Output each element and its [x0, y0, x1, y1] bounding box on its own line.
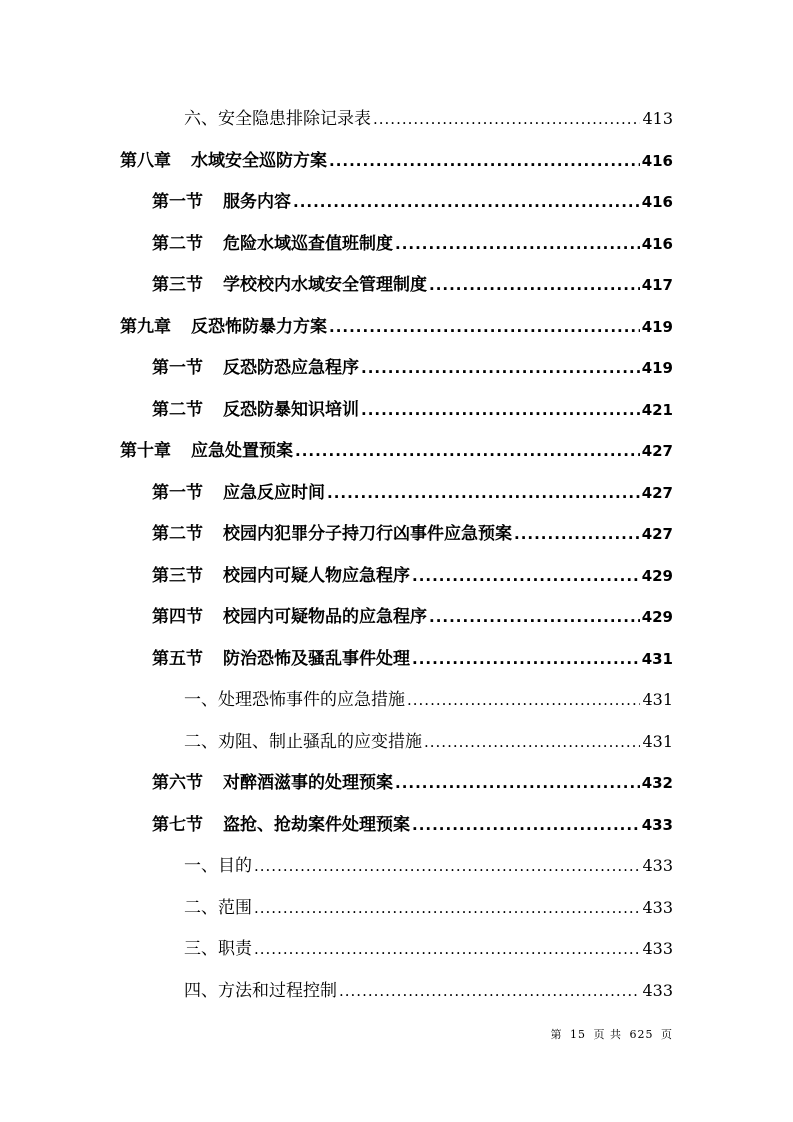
toc-entry-label: 第三节 — [152, 565, 203, 586]
toc-entry-title — [184, 685, 405, 710]
toc-entry-text: 防治恐怖及骚乱事件处理 — [223, 648, 410, 669]
toc-entry-page-number: 417 — [641, 276, 673, 295]
toc-entry-title — [152, 602, 427, 627]
toc-entry-title — [152, 187, 291, 212]
toc-entry-title — [184, 976, 337, 1001]
toc-entry-title — [120, 436, 293, 461]
toc-entry-label: 第二节 — [152, 233, 203, 254]
toc-entry-page-number: 429 — [641, 608, 673, 627]
toc-dot-leader — [373, 110, 640, 128]
footer-total-pages: 625 — [629, 1028, 654, 1041]
toc-entry-text: 六、安全隐患排除记录表 — [184, 109, 371, 130]
footer-middle: 页 共 — [593, 1028, 622, 1041]
toc-entry-section[interactable] — [0, 636, 793, 678]
toc-entry-page-number: 432 — [641, 774, 673, 793]
toc-entry-section[interactable] — [0, 262, 793, 304]
toc-entry-text: 校园内可疑人物应急程序 — [223, 565, 410, 586]
toc-entry-page-number: 431 — [641, 649, 673, 668]
toc-entry-page-number: 433 — [641, 815, 673, 834]
toc-entry-section[interactable] — [0, 387, 793, 429]
toc-entry-title — [152, 353, 359, 378]
toc-entry-page-number: 419 — [641, 359, 673, 378]
toc-entry-title — [152, 810, 410, 835]
toc-entry-label: 第七节 — [152, 814, 203, 835]
toc-entry-text: 应急反应时间 — [223, 482, 325, 503]
toc-entry-page-number: 413 — [642, 109, 673, 129]
toc-entry-title — [120, 146, 327, 171]
toc-entry-label: 第二节 — [152, 399, 203, 420]
toc-entry-page-number: 431 — [642, 731, 673, 751]
toc-entry-title — [184, 893, 252, 918]
toc-entry-item[interactable] — [0, 719, 793, 761]
toc-entry-text: 反恐怖防暴力方案 — [191, 316, 327, 337]
toc-entry-label: 第八章 — [120, 150, 171, 171]
toc-entry-text: 一、目的 — [184, 856, 252, 877]
toc-entry-label: 第九章 — [120, 316, 171, 337]
toc-entry-page-number: 433 — [642, 980, 673, 1000]
toc-dot-leader — [295, 442, 640, 460]
toc-entry-title — [152, 519, 512, 544]
toc-dot-leader — [293, 193, 640, 211]
toc-entry-page-number: 431 — [642, 690, 673, 710]
toc-entry-text: 反恐防暴知识培训 — [223, 399, 359, 420]
toc-entry-page-number: 421 — [641, 400, 673, 419]
toc-entry-title — [184, 727, 422, 752]
toc-entry-section[interactable] — [0, 594, 793, 636]
toc-entry-label: 第一节 — [152, 192, 203, 213]
toc-entry-title — [152, 270, 427, 295]
toc-dot-leader — [329, 152, 640, 170]
table-of-contents — [0, 96, 793, 1009]
toc-entry-label: 第十章 — [120, 441, 171, 462]
toc-entry-title — [152, 229, 393, 254]
footer-suffix: 页 — [661, 1028, 673, 1041]
toc-dot-leader — [407, 691, 640, 709]
toc-dot-leader — [412, 650, 640, 668]
toc-entry-title — [152, 561, 410, 586]
toc-entry-page-number: 427 — [641, 442, 673, 461]
toc-entry-section[interactable] — [0, 221, 793, 263]
toc-entry-label: 第六节 — [152, 773, 203, 794]
toc-entry-title — [152, 644, 410, 669]
toc-entry-text: 校园内可疑物品的应急程序 — [223, 607, 427, 628]
toc-entry-item[interactable] — [0, 843, 793, 885]
footer-current-page: 15 — [570, 1028, 586, 1041]
toc-entry-text: 二、劝阻、制止骚乱的应变措施 — [184, 731, 422, 752]
toc-dot-leader — [329, 318, 640, 336]
toc-entry-chapter[interactable] — [0, 428, 793, 470]
toc-entry-item[interactable] — [0, 968, 793, 1010]
toc-entry-title — [184, 934, 252, 959]
toc-dot-leader — [429, 276, 640, 294]
toc-entry-item[interactable] — [0, 96, 793, 138]
toc-entry-page-number: 427 — [641, 483, 673, 502]
toc-entry-title — [120, 312, 327, 337]
toc-entry-text: 反恐防恐应急程序 — [223, 358, 359, 379]
toc-dot-leader — [361, 359, 640, 377]
toc-entry-page-number: 433 — [642, 856, 673, 876]
toc-entry-title — [152, 478, 325, 503]
toc-entry-item[interactable] — [0, 926, 793, 968]
toc-entry-title — [184, 104, 371, 129]
toc-entry-text: 应急处置预案 — [191, 441, 293, 462]
toc-entry-label: 第四节 — [152, 607, 203, 628]
toc-dot-leader — [514, 525, 640, 543]
page-footer — [0, 1026, 673, 1042]
toc-dot-leader — [424, 733, 640, 751]
toc-entry-section[interactable] — [0, 470, 793, 512]
toc-entry-section[interactable] — [0, 553, 793, 595]
toc-entry-page-number: 433 — [642, 897, 673, 917]
toc-entry-title — [152, 768, 393, 793]
toc-entry-label: 第五节 — [152, 648, 203, 669]
toc-dot-leader — [254, 940, 640, 958]
footer-prefix: 第 — [550, 1028, 563, 1041]
toc-entry-page-number: 433 — [642, 939, 673, 959]
toc-entry-label: 第二节 — [152, 524, 203, 545]
toc-entry-page-number: 419 — [641, 317, 673, 336]
toc-entry-text: 二、范围 — [184, 897, 252, 918]
toc-dot-leader — [254, 899, 640, 917]
toc-entry-page-number: 427 — [641, 525, 673, 544]
toc-entry-section[interactable] — [0, 345, 793, 387]
toc-entry-chapter[interactable] — [0, 138, 793, 180]
toc-entry-page-number: 416 — [641, 193, 673, 212]
toc-dot-leader — [412, 816, 640, 834]
toc-entry-text: 校园内犯罪分子持刀行凶事件应急预案 — [223, 524, 512, 545]
toc-entry-item[interactable] — [0, 677, 793, 719]
toc-dot-leader — [429, 608, 640, 626]
toc-entry-text: 危险水域巡查值班制度 — [223, 233, 393, 254]
toc-entry-section[interactable] — [0, 511, 793, 553]
toc-dot-leader — [412, 567, 640, 585]
toc-entry-page-number: 429 — [641, 566, 673, 585]
toc-entry-title — [152, 395, 359, 420]
toc-entry-text: 一、处理恐怖事件的应急措施 — [184, 690, 405, 711]
toc-entry-label: 第三节 — [152, 275, 203, 296]
toc-entry-text: 水域安全巡防方案 — [191, 150, 327, 171]
toc-entry-item[interactable] — [0, 885, 793, 927]
toc-entry-page-number: 416 — [641, 234, 673, 253]
toc-entry-section[interactable] — [0, 802, 793, 844]
toc-dot-leader — [339, 982, 640, 1000]
toc-dot-leader — [327, 484, 640, 502]
toc-entry-text: 服务内容 — [223, 192, 291, 213]
toc-entry-text: 对醉酒滋事的处理预案 — [223, 773, 393, 794]
toc-entry-chapter[interactable] — [0, 304, 793, 346]
toc-entry-text: 三、职责 — [184, 939, 252, 960]
toc-entry-title — [184, 851, 252, 876]
toc-entry-page-number: 416 — [641, 151, 673, 170]
toc-entry-text: 学校校内水域安全管理制度 — [223, 275, 427, 296]
toc-entry-section[interactable] — [0, 179, 793, 221]
toc-entry-text: 四、方法和过程控制 — [184, 980, 337, 1001]
toc-dot-leader — [395, 235, 640, 253]
toc-dot-leader — [361, 401, 640, 419]
toc-dot-leader — [395, 774, 640, 792]
toc-entry-text: 盗抢、抢劫案件处理预案 — [223, 814, 410, 835]
toc-dot-leader — [254, 857, 640, 875]
toc-entry-section[interactable] — [0, 760, 793, 802]
toc-entry-label: 第一节 — [152, 482, 203, 503]
toc-entry-label: 第一节 — [152, 358, 203, 379]
